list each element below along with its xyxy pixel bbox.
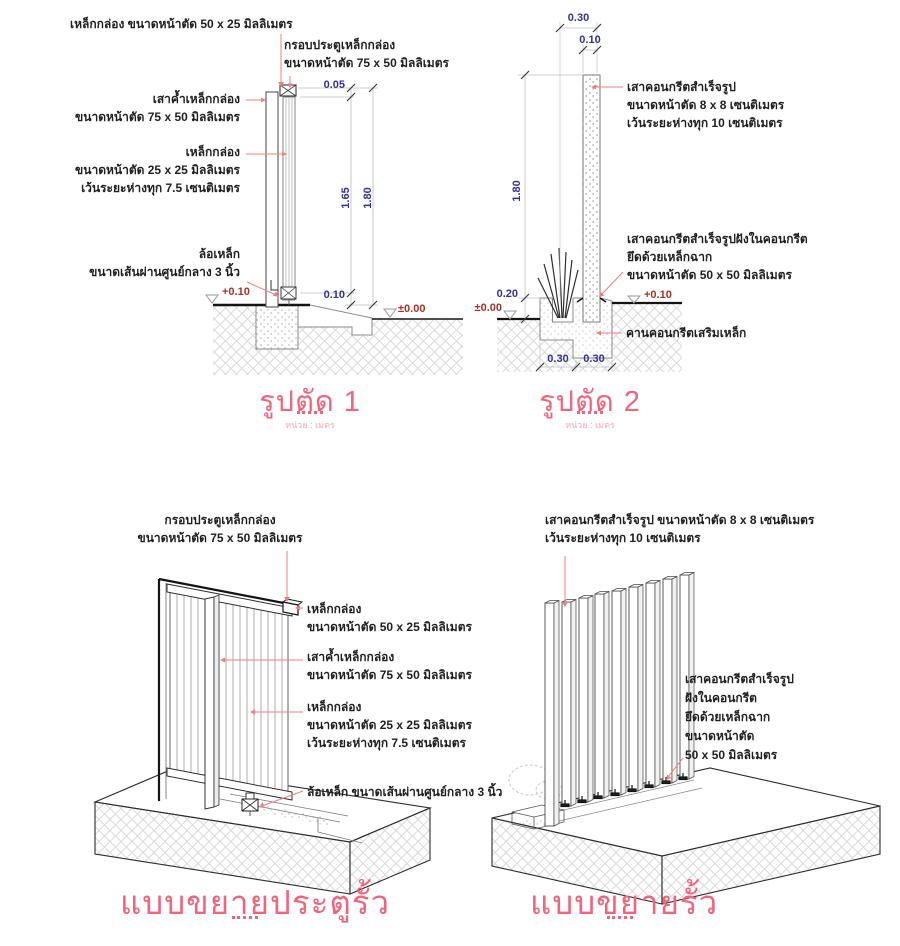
dim-upstand: 0.20 (496, 288, 518, 300)
dim-top-gap: 0.05 (323, 79, 345, 91)
label-embed-1: เสาคอนกรีตสำเร็จรูปฝังในคอนกรีต (627, 232, 808, 246)
fence-detail-title: แบบขยายรั้ว (530, 884, 719, 921)
level-marker-icon (384, 309, 396, 317)
label-support-1: เสาค้ำเหล็กกล่อง (307, 650, 395, 664)
gate-panel (170, 590, 288, 795)
dim-top-width: 0.30 (567, 12, 590, 24)
label-gate-frame-2: ขนาดหน้าตัด 75 x 50 มิลลิเมตร (284, 56, 449, 70)
level-marker-icon (504, 311, 516, 319)
label-embed-3: ขนาดหน้าตัด 50 x 50 มิลลิเมตร (627, 268, 792, 282)
post (646, 581, 660, 788)
label-fence-embed-4: ขนาดหน้าตัด (685, 729, 755, 743)
section1-unit-note: หน่วย : เมตร (285, 420, 335, 430)
support-post-front (205, 597, 214, 809)
label-infill-2: ขนาดหน้าตัด 25 x 25 มิลลิเมตร (75, 163, 240, 177)
dim-total-height: 1.80 (362, 187, 374, 209)
label-frame-1: กรอบประตูเหล็กกล่อง (164, 513, 276, 527)
dim-post-width: 0.10 (579, 34, 601, 46)
label-fence-embed-1: เสาคอนกรีตสำเร็จรูป (685, 672, 794, 686)
dim-inner-height: 1.65 (340, 187, 352, 209)
label-precast-post-3: เว้นระยะห่างทุก 10 เซนติเมตร (627, 116, 783, 130)
label-bar-1: เหล็กกล่อง (307, 602, 362, 616)
level-left: +0.10 (222, 286, 250, 298)
label-support-2: ขนาดหน้าตัด 75 x 50 มิลลิเมตร (307, 668, 472, 682)
post (612, 589, 626, 796)
label-wheel-2: ขนาดเส้นผ่านศูนย์กลาง 3 นิ้ว (89, 265, 240, 279)
label-fence-embed-3: ยึดด้วยเหล็กฉาก (685, 710, 771, 724)
title-dots (297, 411, 323, 414)
label-fence-embed-2: ฝังในคอนกรีต (685, 691, 757, 705)
section2-title: รูปตัด 2 (539, 386, 641, 418)
label-infill-3: เว้นระยะห่างทุก 7.5 เซนติเมตร (307, 736, 466, 750)
title-dots (577, 411, 603, 414)
label-infill-1: เหล็กกล่อง (307, 700, 362, 714)
post (595, 592, 609, 799)
dim-base-right: 0.30 (583, 353, 605, 365)
support-post-side (214, 595, 219, 807)
post (663, 577, 677, 784)
label-beam: คานคอนกรีตเสริมเหล็ก (626, 326, 747, 340)
support-post (266, 92, 278, 307)
section1-title: รูปตัด 1 (259, 386, 361, 418)
dim-bottom-gap: 0.10 (323, 289, 345, 301)
label-infill-1: เหล็กกล่อง (185, 145, 240, 159)
label-fence-embed-5: 50 x 50 มิลลิเมตร (685, 748, 778, 762)
level-left: ±0.00 (474, 302, 502, 314)
section2-drawing (497, 22, 682, 372)
label-fence-post-2: เว้นระยะห่างทุก 10 เซนติเมตร (545, 531, 701, 545)
section2-unit-note: หน่วย : เมตร (565, 420, 615, 430)
post (545, 601, 559, 827)
post (579, 596, 593, 803)
post (629, 585, 643, 792)
title-dots (607, 916, 633, 919)
label-bar-2: ขนาดหน้าตัด 50 x 25 มิลลิเมตร (307, 620, 472, 634)
label-wheel-1: ล้อเหล็ก (198, 247, 240, 261)
gate-detail-title: แบบขยายประตูรั้ว (120, 884, 391, 921)
label-precast-post-1: เสาคอนกรีตสำเร็จรูป (627, 80, 736, 94)
label-frame-2: ขนาดหน้าตัด 75 x 50 มิลลิเมตร (137, 531, 303, 545)
label-embed-2: ยึดด้วยเหล็กฉาก (627, 250, 713, 264)
level-right: ±0.00 (398, 303, 426, 315)
label-wheel: ล้อเหล็ก ขนาดเส้นผ่านศูนย์กลาง 3 นิ้ว (307, 785, 503, 799)
label-support-post-2: ขนาดหน้าตัด 75 x 50 มิลลิเมตร (75, 110, 240, 124)
dim-base-left: 0.30 (547, 353, 569, 365)
title-dots (232, 916, 258, 919)
label-fence-post-1: เสาคอนกรีตสำเร็จรูป ขนาดหน้าตัด 8 x 8 เซนติเมตร (545, 513, 815, 527)
post (562, 600, 576, 807)
level-marker-icon (206, 295, 218, 303)
dim-height: 1.80 (511, 180, 523, 202)
label-infill-3: เว้นระยะห่างทุก 7.5 เซนติเมตร (81, 181, 240, 195)
label-top-bar: เหล็กกล่อง ขนาดหน้าตัด 50 x 25 มิลลิเมตร (70, 17, 293, 31)
label-support-post-1: เสาค้ำเหล็กกล่อง (152, 92, 240, 106)
label-gate-frame-1: กรอบประตูเหล็กกล่อง (284, 38, 396, 52)
label-precast-post-2: ขนาดหน้าตัด 8 x 8 เซนติเมตร (627, 98, 785, 112)
label-infill-2: ขนาดหน้าตัด 25 x 25 มิลลิเมตร (307, 718, 472, 732)
level-right: +0.10 (644, 289, 672, 301)
